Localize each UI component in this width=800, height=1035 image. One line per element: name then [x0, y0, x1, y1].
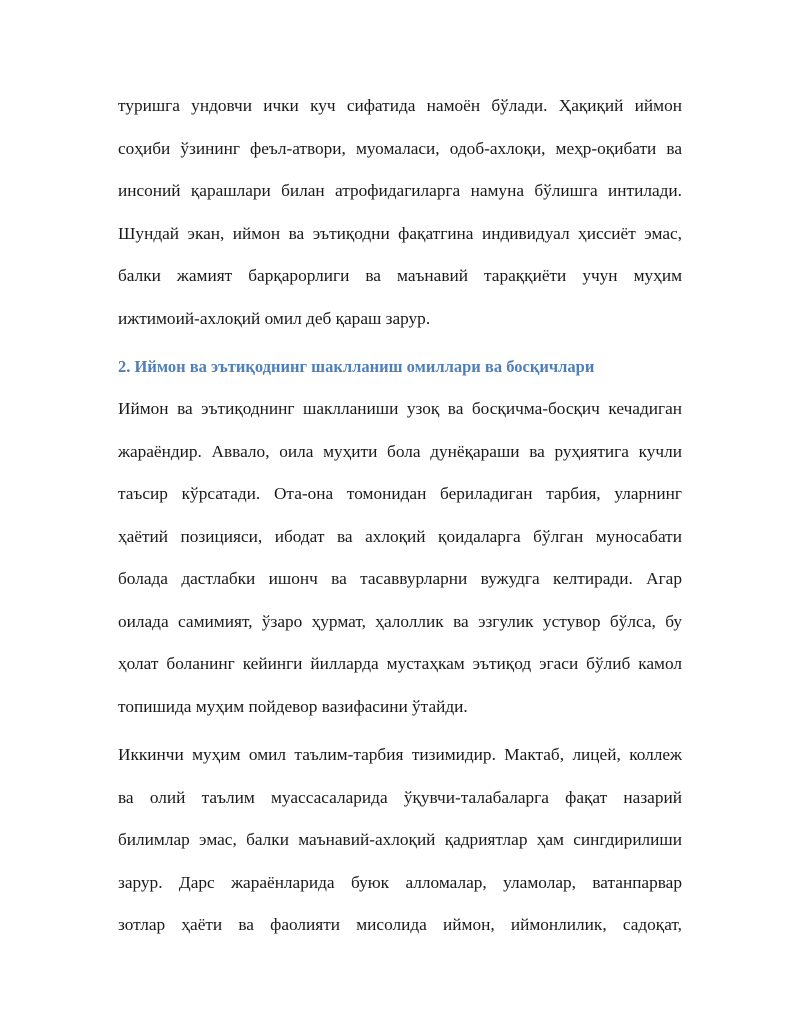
- paragraph: [118, 85, 682, 340]
- text-line: соҳиби ўзининг феъл-атвори, муомаласи, одоб-ахлоқи, меҳр-оқибати ва: [118, 138, 682, 158]
- text-line: зарур. Дарс жараёнларида буюк алломалар, уламолар, ватанпарвар: [118, 872, 682, 892]
- paragraph: [118, 734, 682, 947]
- text-line: билимлар эмас, балки маънавий-ахлоқий қадриятлар ҳам сингдирилиши: [118, 830, 682, 849]
- text-line: Шундай экан, иймон ва эътиқодни фақатгина индивидуал ҳиссиёт эмас,: [118, 223, 682, 243]
- text-line: ҳаётий позицияси, ибодат ва ахлоқий қоидаларга бўлган муносабати: [118, 526, 682, 546]
- text-line: ижтимоий-ахлоқий омил деб қараш зарур.: [118, 308, 431, 328]
- text-line: ҳолат боланинг кейинги йилларда мустаҳкам эътиқод эгаси бўлиб камол: [118, 654, 682, 673]
- text-line: инсоний қарашлари билан атрофидагиларга намуна бўлишга интилади.: [118, 181, 682, 200]
- text-line: Иккинчи муҳим омил таълим-тарбия тизимидир. Мактаб, лицей, коллеж: [118, 745, 682, 764]
- text-line: оилада самимият, ўзаро ҳурмат, ҳалоллик ва эзгулик устувор бўлса, бу: [118, 611, 682, 631]
- text-line: зотлар ҳаёти ва фаолияти мисолида иймон, иймонлилик, садоқат,: [118, 915, 682, 934]
- document-body: [118, 85, 682, 947]
- text-line: таъсир кўрсатади. Ота-она томонидан бериладиган тарбия, уларнинг: [118, 484, 682, 503]
- text-line: болада дастлабки ишонч ва тасаввурларни вужудга келтиради. Агар: [118, 569, 682, 588]
- text-line: жараёндир. Аввало, оила муҳити бола дунёқараши ва руҳиятига кучли: [118, 441, 682, 461]
- text-line: топишида муҳим пойдевор вазифасини ўтайди.: [118, 696, 468, 716]
- text-line: балки жамият барқарорлиги ва маънавий тараққиёти учун муҳим: [118, 266, 682, 285]
- section-heading: 2. Иймон ва эътиқоднинг шаклланиш омиллари ва босқичлари: [118, 357, 595, 376]
- text-line: ва олий таълим муассасаларида ўқувчи-талабаларга фақат назарий: [118, 787, 682, 807]
- text-line: туришга ундовчи ички куч сифатида намоён бўлади. Ҳақиқий иймон: [118, 96, 682, 115]
- text-line: Иймон ва эътиқоднинг шаклланиши узоқ ва босқичма-босқич кечадиган: [118, 399, 682, 418]
- paragraph: [118, 388, 682, 728]
